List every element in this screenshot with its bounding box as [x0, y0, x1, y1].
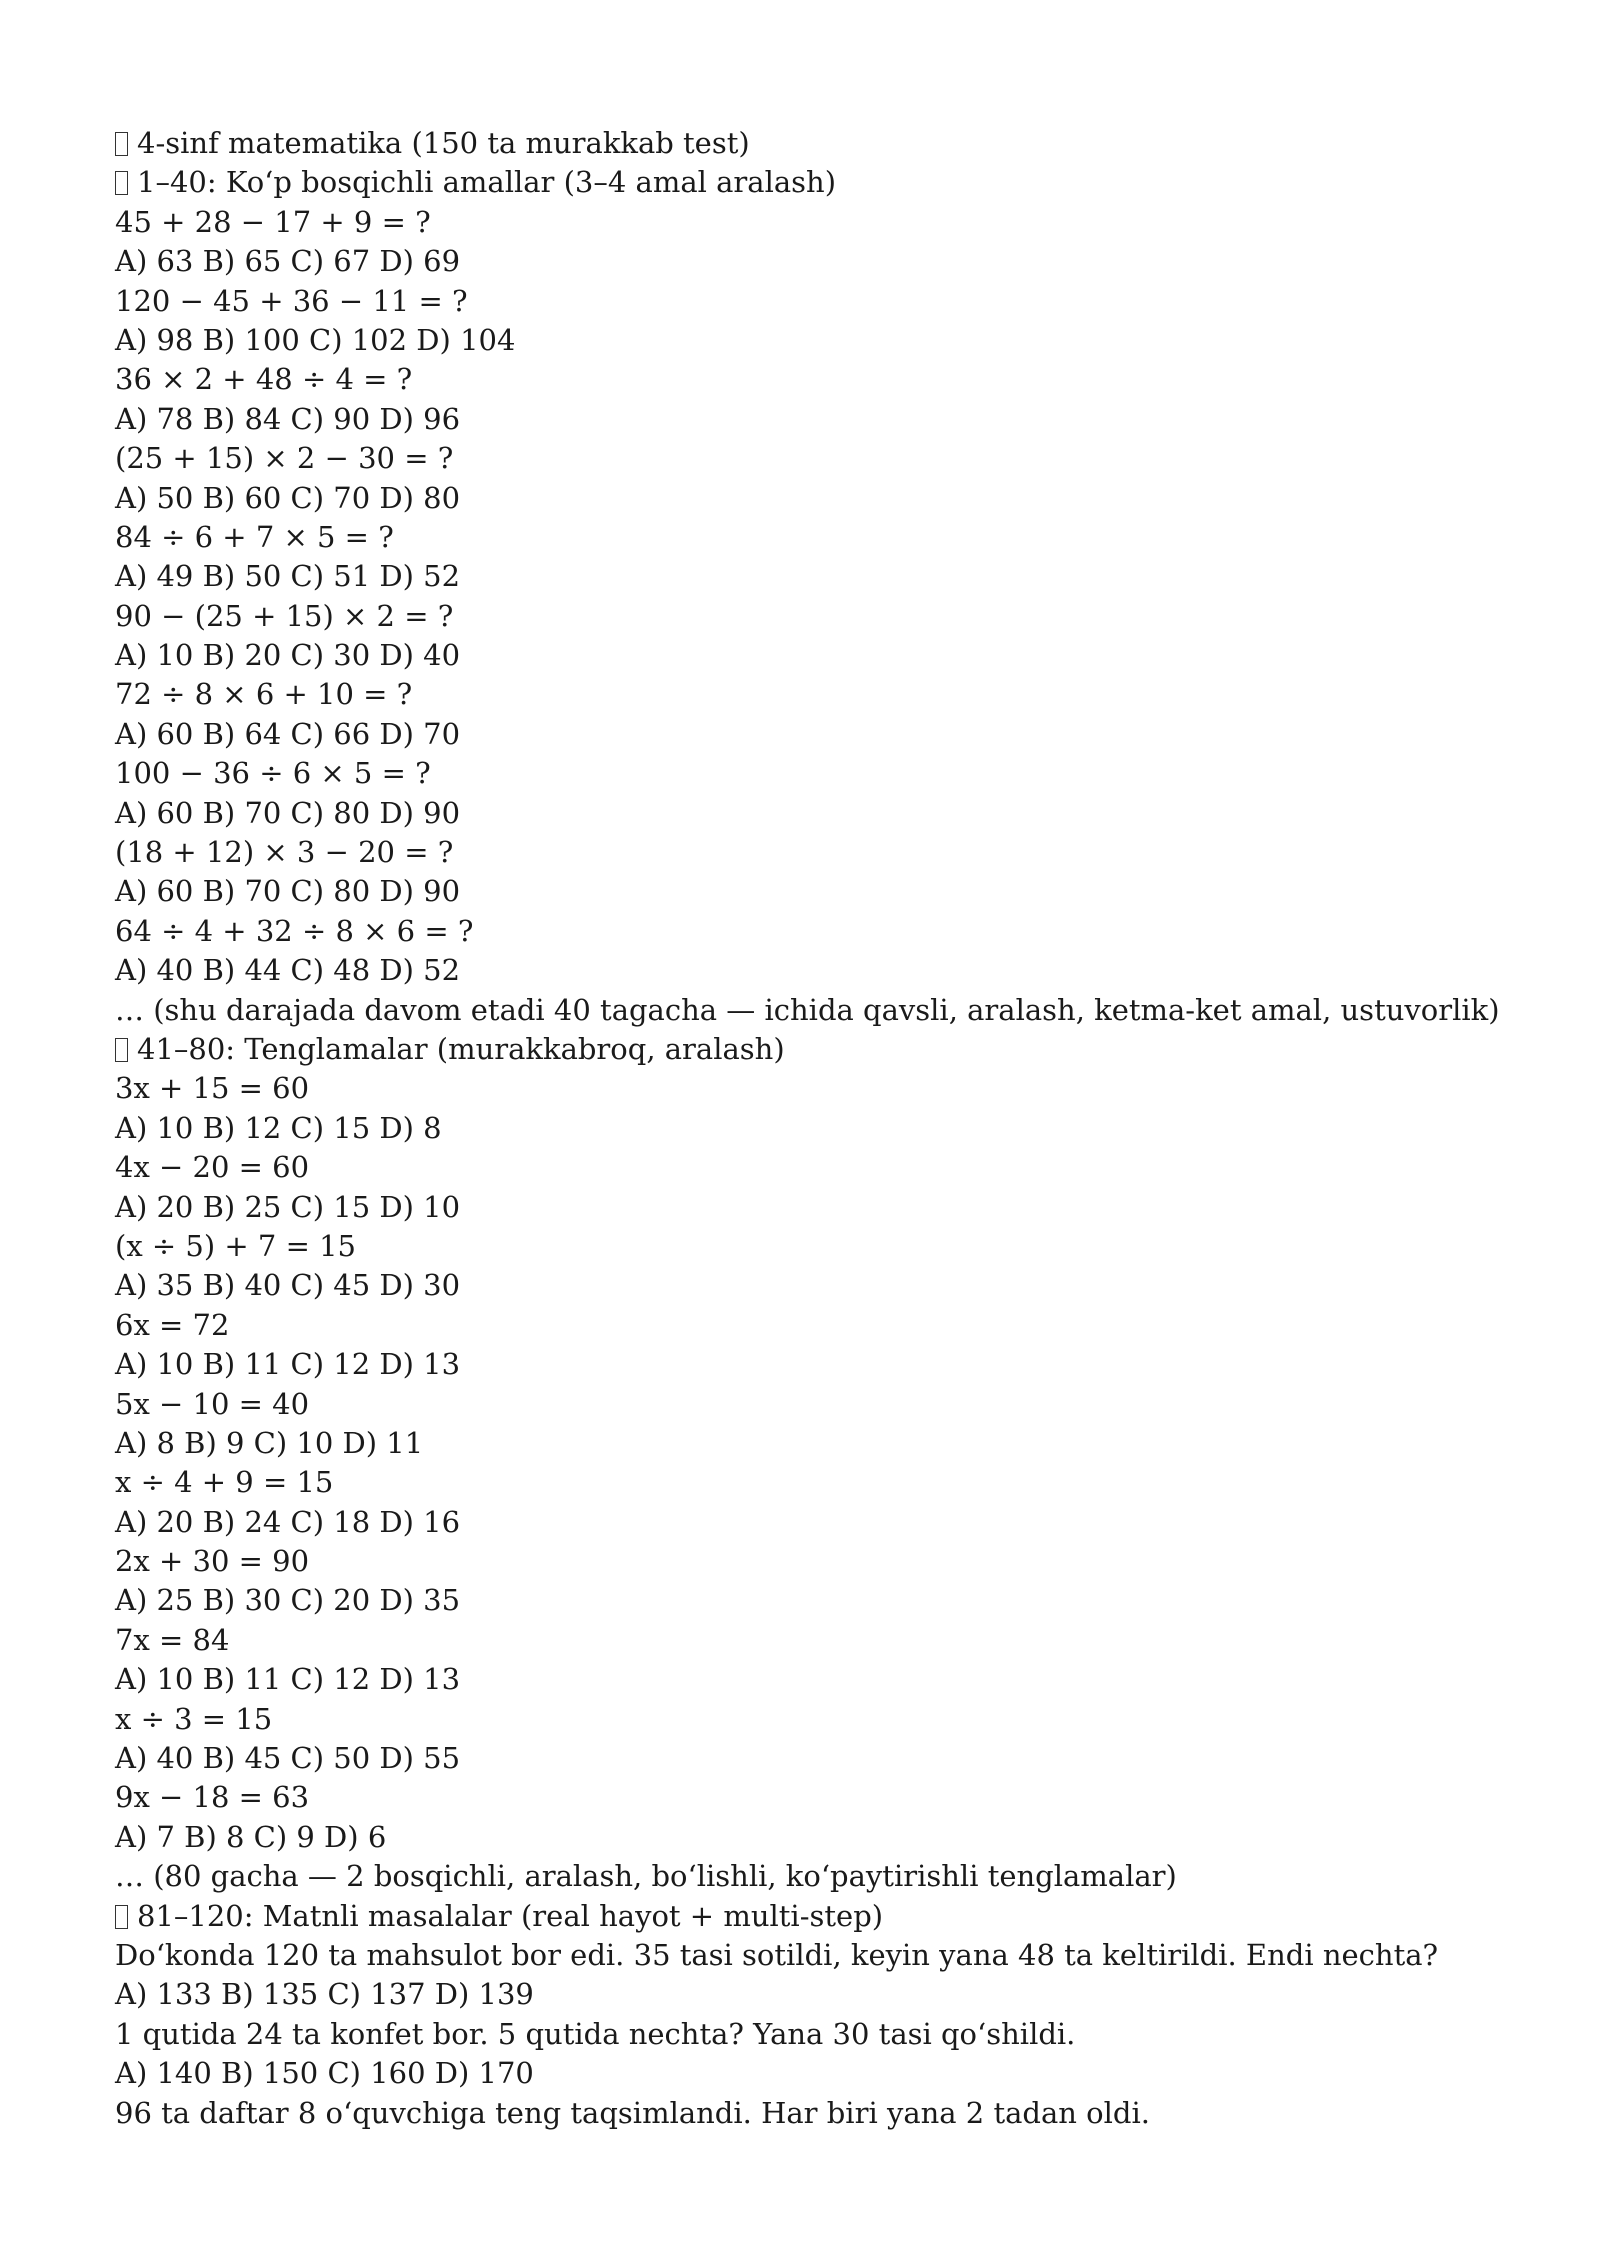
- line-text: … (shu darajada davom etadi 40 tagacha — ichida qavsli, aralash, ketma-ket amal, ustuvorlik): [115, 992, 1500, 1027]
- line-text: Doʻkonda 120 ta mahsulot bor edi. 35 tasi sotildi, keyin yana 48 ta keltirildi. Endi nechta?: [115, 1937, 1439, 1972]
- continuation-note: [115, 1857, 1535, 1896]
- answer-options: [115, 242, 1535, 281]
- line-text: x ÷ 3 = 15: [115, 1701, 273, 1736]
- answer-options: [115, 479, 1535, 518]
- line-text: 45 + 28 − 17 + 9 = ?: [115, 204, 431, 239]
- missing-glyph-box-icon: [115, 1905, 128, 1929]
- line-text: 5x − 10 = 40: [115, 1386, 310, 1421]
- line-text: A) 98 B) 100 C) 102 D) 104: [115, 322, 516, 357]
- answer-options: [115, 1345, 1535, 1384]
- answer-options: [115, 557, 1535, 596]
- question-text: [115, 1621, 1535, 1660]
- line-text: A) 10 B) 12 C) 15 D) 8: [115, 1110, 442, 1145]
- question-text: [115, 1069, 1535, 1108]
- line-text: A) 35 B) 40 C) 45 D) 30: [115, 1268, 461, 1303]
- line-text: (25 + 15) × 2 − 30 = ?: [115, 441, 454, 476]
- line-text: 90 − (25 + 15) × 2 = ?: [115, 598, 454, 633]
- line-text: 72 ÷ 8 × 6 + 10 = ?: [115, 677, 413, 712]
- question-text: [115, 754, 1535, 793]
- answer-options: [115, 1818, 1535, 1857]
- question-text: [115, 1148, 1535, 1187]
- question-text: [115, 1385, 1535, 1424]
- question-text: [115, 518, 1535, 557]
- answer-options: [115, 715, 1535, 754]
- line-text: 7x = 84: [115, 1622, 230, 1657]
- line-text: A) 10 B) 11 C) 12 D) 13: [115, 1662, 461, 1697]
- line-text: (18 + 12) × 3 − 20 = ?: [115, 835, 454, 870]
- line-text: 4-sinf matematika (150 ta murakkab test): [137, 126, 750, 160]
- question-text: [115, 1700, 1535, 1739]
- question-text: [115, 360, 1535, 399]
- document-body: [115, 124, 1535, 2133]
- answer-options: [115, 794, 1535, 833]
- section-heading: [115, 124, 1535, 163]
- section-heading: [115, 1897, 1535, 1936]
- continuation-note: [115, 991, 1535, 1030]
- line-text: 1–40: Koʻp bosqichli amallar (3–4 amal aralash): [137, 165, 837, 200]
- line-text: 81–120: Matnli masalalar (real hayot + multi-step): [137, 1898, 884, 1933]
- section-heading: [115, 163, 1535, 202]
- line-text: A) 10 B) 11 C) 12 D) 13: [115, 1347, 461, 1382]
- answer-options: [115, 636, 1535, 675]
- line-text: 84 ÷ 6 + 7 × 5 = ?: [115, 519, 394, 554]
- line-text: A) 40 B) 44 C) 48 D) 52: [115, 953, 461, 988]
- line-text: 41–80: Tenglamalar (murakkabroq, aralash): [137, 1031, 785, 1066]
- question-text: [115, 439, 1535, 478]
- question-text: [115, 1778, 1535, 1817]
- line-text: A) 60 B) 70 C) 80 D) 90: [115, 795, 461, 830]
- line-text: 36 × 2 + 48 ÷ 4 = ?: [115, 362, 413, 397]
- answer-options: [115, 1424, 1535, 1463]
- answer-options: [115, 1188, 1535, 1227]
- question-text: [115, 1463, 1535, 1502]
- answer-options: [115, 321, 1535, 360]
- question-text: [115, 282, 1535, 321]
- line-text: x ÷ 4 + 9 = 15: [115, 1465, 334, 1500]
- line-text: 3x + 15 = 60: [115, 1071, 310, 1106]
- line-text: A) 49 B) 50 C) 51 D) 52: [115, 559, 461, 594]
- line-text: A) 10 B) 20 C) 30 D) 40: [115, 638, 461, 673]
- line-text: A) 133 B) 135 C) 137 D) 139: [115, 1977, 534, 2012]
- answer-options: [115, 400, 1535, 439]
- line-text: A) 60 B) 70 C) 80 D) 90: [115, 874, 461, 909]
- missing-glyph-box-icon: [115, 132, 128, 156]
- line-text: A) 140 B) 150 C) 160 D) 170: [115, 2056, 534, 2091]
- line-text: 6x = 72: [115, 1307, 230, 1342]
- question-text: [115, 1542, 1535, 1581]
- line-text: A) 78 B) 84 C) 90 D) 96: [115, 401, 461, 436]
- answer-options: [115, 951, 1535, 990]
- question-text: [115, 1227, 1535, 1266]
- answer-options: [115, 1739, 1535, 1778]
- question-text: [115, 675, 1535, 714]
- missing-glyph-box-icon: [115, 1038, 128, 1062]
- line-text: 1 qutida 24 ta konfet bor. 5 qutida nechta? Yana 30 tasi qoʻshildi.: [115, 2016, 1076, 2051]
- line-text: A) 25 B) 30 C) 20 D) 35: [115, 1583, 461, 1618]
- line-text: A) 60 B) 64 C) 66 D) 70: [115, 716, 461, 751]
- answer-options: [115, 2054, 1535, 2093]
- line-text: A) 63 B) 65 C) 67 D) 69: [115, 244, 461, 279]
- answer-options: [115, 1581, 1535, 1620]
- line-text: 96 ta daftar 8 oʻquvchiga teng taqsimlandi. Har biri yana 2 tadan oldi.: [115, 2095, 1150, 2130]
- line-text: A) 50 B) 60 C) 70 D) 80: [115, 480, 461, 515]
- question-text: [115, 833, 1535, 872]
- section-heading: [115, 1030, 1535, 1069]
- answer-options: [115, 1503, 1535, 1542]
- missing-glyph-box-icon: [115, 171, 128, 195]
- question-text: [115, 1936, 1535, 1975]
- line-text: A) 20 B) 25 C) 15 D) 10: [115, 1189, 461, 1224]
- line-text: 120 − 45 + 36 − 11 = ?: [115, 283, 468, 318]
- question-text: [115, 2015, 1535, 2054]
- answer-options: [115, 1109, 1535, 1148]
- question-text: [115, 203, 1535, 242]
- line-text: A) 7 B) 8 C) 9 D) 6: [115, 1819, 387, 1854]
- line-text: 2x + 30 = 90: [115, 1544, 310, 1579]
- question-text: [115, 597, 1535, 636]
- line-text: 64 ÷ 4 + 32 ÷ 8 × 6 = ?: [115, 913, 474, 948]
- answer-options: [115, 872, 1535, 911]
- line-text: 4x − 20 = 60: [115, 1150, 310, 1185]
- line-text: A) 20 B) 24 C) 18 D) 16: [115, 1504, 461, 1539]
- line-text: 9x − 18 = 63: [115, 1780, 310, 1815]
- question-text: [115, 912, 1535, 951]
- question-text: [115, 2094, 1535, 2133]
- line-text: 100 − 36 ÷ 6 × 5 = ?: [115, 756, 431, 791]
- line-text: A) 8 B) 9 C) 10 D) 11: [115, 1425, 424, 1460]
- line-text: … (80 gacha — 2 bosqichli, aralash, boʻlishli, koʻpaytirishli tenglamalar): [115, 1859, 1177, 1894]
- question-text: [115, 1306, 1535, 1345]
- answer-options: [115, 1266, 1535, 1305]
- answer-options: [115, 1975, 1535, 2014]
- answer-options: [115, 1660, 1535, 1699]
- line-text: A) 40 B) 45 C) 50 D) 55: [115, 1741, 461, 1776]
- line-text: (x ÷ 5) + 7 = 15: [115, 1228, 356, 1263]
